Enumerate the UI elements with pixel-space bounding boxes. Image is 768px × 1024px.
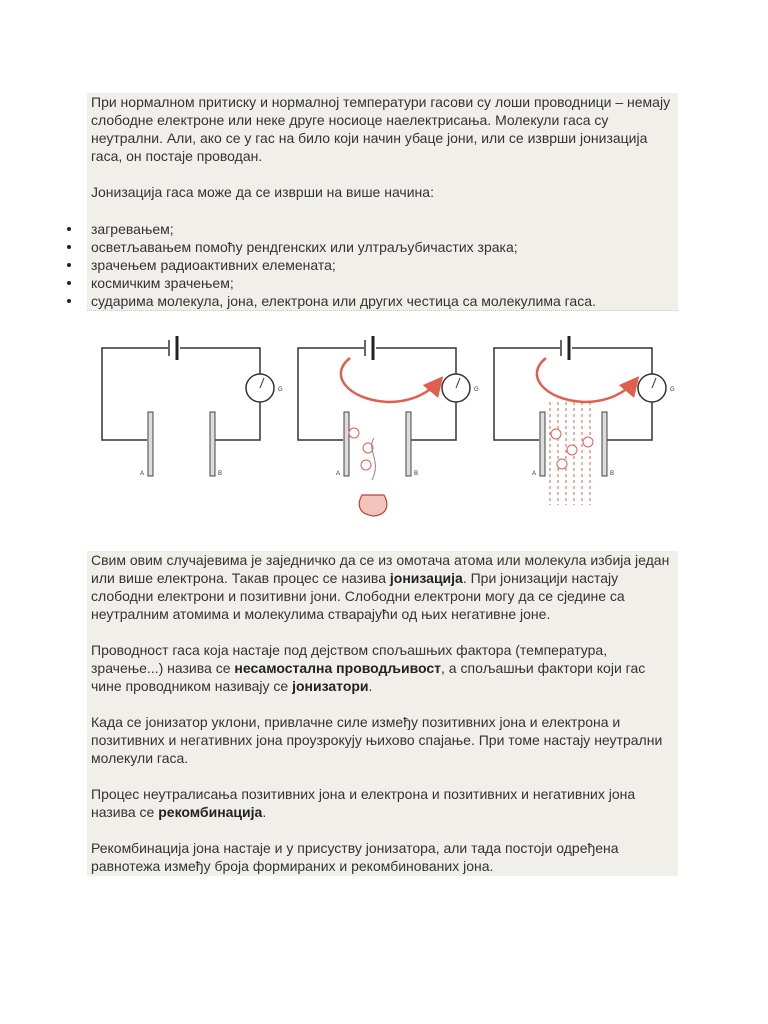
- bullet-icon: [67, 299, 71, 303]
- svg-text:B: B: [218, 471, 223, 477]
- paragraph-recombination: Процес неутралисања позитивних јона и електрона и позитивних и негативних јона назива се рекомбинација.: [91, 786, 636, 820]
- svg-text:A: A: [532, 471, 537, 477]
- ionization-methods-list: [67, 220, 678, 310]
- circuit-radiation-ionizer: [494, 336, 675, 505]
- svg-text:G: G: [670, 387, 675, 393]
- list-item: осветљавањем помоћу рендгенских или ултраљубичастих зрака;: [67, 238, 678, 256]
- bullet-icon: [67, 245, 71, 249]
- intro-paragraph: При нормалном притиску и нормалној температури гасови су лоши проводници – немају слободне електроне или неке друге носиоце наелектрисања. Молекули гаса су неутрални. Али, ако се у гас на било који начин убаце јони, или се изврши јонизација гаса, он постаје проводан.: [91, 94, 671, 164]
- term-recombination: рекомбинација: [158, 804, 263, 820]
- paragraph-equilibrium: Рекомбинација јона настаје и у присуству јонизатора, али тада постоји одређена равнотежа између броја формираних и рекомбинованих јона.: [91, 840, 619, 874]
- bullet-icon: [67, 227, 71, 231]
- term-non-self-conductivity: несамостална проводљивост: [234, 660, 442, 676]
- list-item: зрачењем радиоактивних елемената;: [67, 256, 678, 274]
- term-ionizers: јонизатори: [292, 678, 369, 694]
- bullet-icon: [67, 281, 71, 285]
- intro-lead: Јонизација гаса може да се изврши на више начина:: [91, 184, 434, 200]
- circuit-no-ionizer: [102, 336, 283, 477]
- svg-text:G: G: [474, 387, 479, 393]
- paragraph-conductivity: Проводност гаса која настаје под дејством спољашњих фактора (температура, зрачење...) назива се несамостална проводљивост, а спољашњи фактори који гас чине проводником називају се јонизатори.: [91, 642, 646, 694]
- explanation-block: [87, 551, 678, 876]
- list-item: космичким зрачењем;: [67, 274, 678, 292]
- circuit-flame-ionizer: [298, 336, 479, 516]
- term-ionization: јонизација: [389, 570, 463, 586]
- svg-text:B: B: [414, 471, 419, 477]
- ionization-circuits-figure: [92, 330, 676, 530]
- paragraph-ionization: Свим овим случајевима је заједничко да се из омотача атома или молекула избија један или више електрона. Такав процес се назива јонизација. При јонизацији настају слободни електрони и позитивни јони. Слободни електрони могу да се сједине са неутралним атомима и молекулима стварајући од њих негативне јоне.: [91, 552, 670, 622]
- list-item: загревањем;: [67, 220, 678, 238]
- svg-text:G: G: [278, 387, 283, 393]
- svg-text:A: A: [336, 471, 341, 477]
- svg-text:B: B: [610, 471, 615, 477]
- list-item: сударима молекула, јона, електрона или других честица са молекулима гаса.: [67, 292, 678, 310]
- svg-text:A: A: [140, 471, 145, 477]
- paragraph-ionizer-removed: Када се јонизатор уклони, привлачне силе између позитивних јона и електрона и позитивних и негативних јона проузрокују њихово спајање. При томе настају неутрални молекули гаса.: [91, 714, 663, 766]
- bullet-icon: [67, 263, 71, 267]
- flame-lamp-icon: [359, 495, 387, 516]
